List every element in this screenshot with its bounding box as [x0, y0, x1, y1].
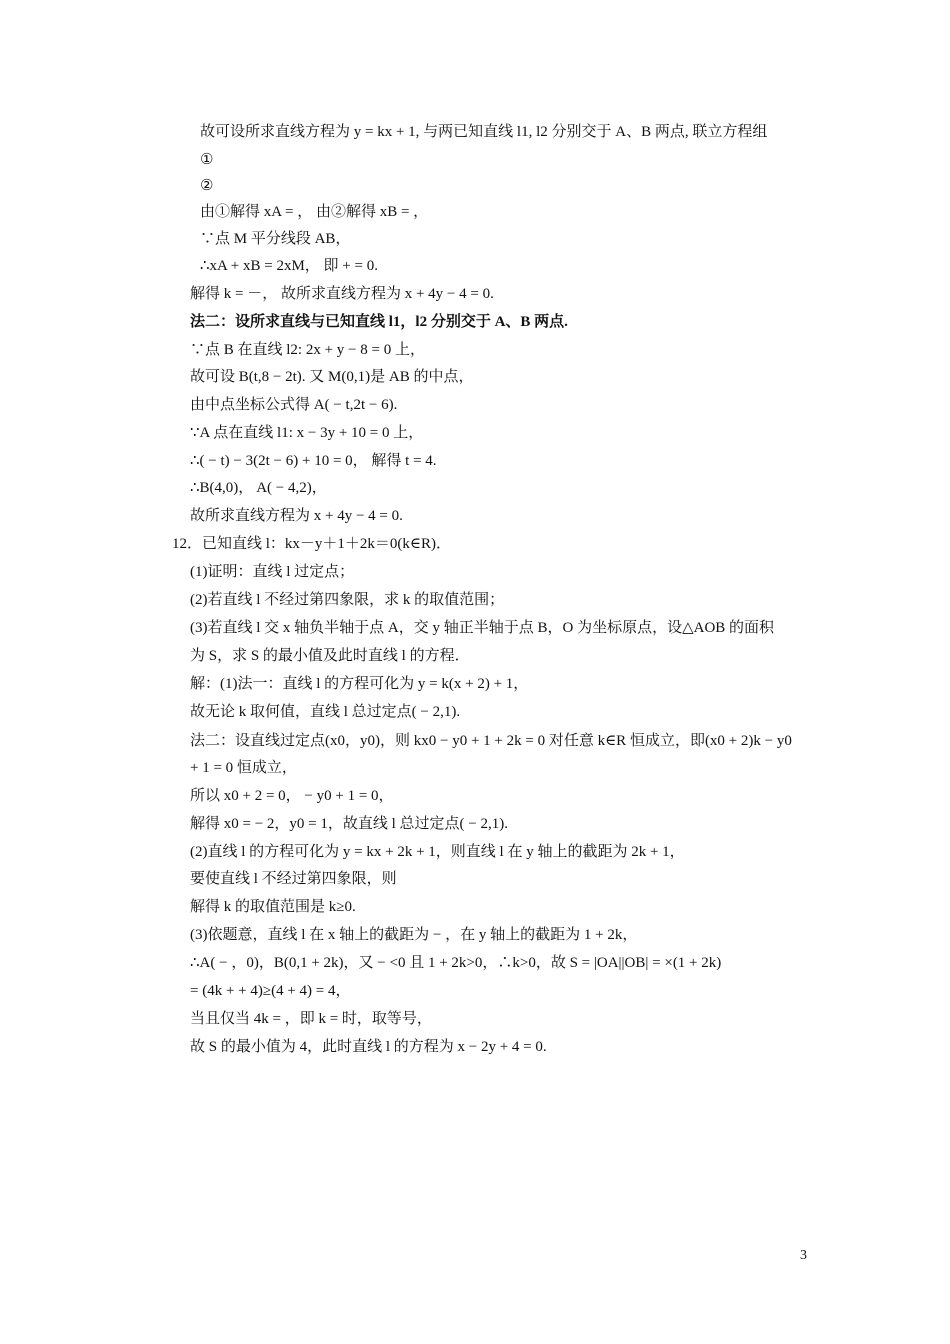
text-line: 故可设 B(t,8 − 2t). 又 M(0,1)是 AB 的中点，: [190, 369, 474, 385]
text-line: + 1 = 0 恒成立，: [190, 760, 297, 776]
solution-heading: 解：(1)法一：直线 l 的方程可化为 y = k(x + 2) + 1，: [190, 676, 529, 692]
text-line: 当且仅当 4k = ，即 k = 时，取等号，: [190, 1011, 432, 1027]
text-line: 解得 x0 = − 2，y0 = 1，故直线 l 总过定点( − 2,1).: [190, 816, 508, 832]
text-line: ∴( − t) − 3(2t − 6) + 10 = 0， 解得 t = 4.: [190, 453, 437, 469]
text-line: (3)若直线 l 交 x 轴负半轴于点 A，交 y 轴正半轴于点 B，O 为坐标原点，设△AOB 的面积: [190, 620, 775, 636]
text-line: 故所求直线方程为 x + 4y − 4 = 0.: [190, 508, 403, 524]
text-line: (3)依题意，直线 l 在 x 轴上的截距为 − ，在 y 轴上的截距为 1 + 2k，: [190, 927, 638, 943]
text-line: 为 S，求 S 的最小值及此时直线 l 的方程．: [190, 648, 470, 664]
text-line: 解得 k = －， 故所求直线方程为 x + 4y − 4 = 0.: [190, 286, 494, 302]
text-line: 故 S 的最小值为 4，此时直线 l 的方程为 x − 2y + 4 = 0.: [190, 1039, 547, 1055]
text-line: 故可设所求直线方程为 y = kx + 1, 与两已知直线 l1, l2 分别交于 A、B 两点, 联立方程组: [200, 124, 768, 140]
problem-heading: 12．已知直线 l：kx－y＋1＋2k＝0(k∈R)．: [172, 536, 452, 552]
text-line: ∴A( − ，0)，B(0,1 + 2k)，又 − <0 且 1 + 2k>0，∴k>0，故 S = |OA||OB| = ×(1 + 2k): [190, 955, 722, 971]
text-line: 法二：设直线过定点(x0，y0)，则 kx0 − y0 + 1 + 2k = 0 对任意 k∈R 恒成立，即(x0 + 2)k − y0: [190, 733, 792, 749]
text-line: ∵点 B 在直线 l2: 2x + y − 8 = 0 上，: [190, 342, 425, 358]
text-line: (2)若直线 l 不经过第四象限，求 k 的取值范围；: [190, 592, 505, 608]
page-number: 3: [800, 1248, 807, 1263]
text-line: 解得 k 的取值范围是 k≥0.: [190, 899, 356, 915]
text-line: (2)直线 l 的方程可化为 y = kx + 2k + 1，则直线 l 在 y 轴上的截距为 2k + 1，: [190, 844, 685, 860]
text-line: ∵A 点在直线 l1: x − 3y + 10 = 0 上，: [190, 425, 424, 441]
text-line: 要使直线 l 不经过第四象限，则: [190, 871, 397, 887]
text-line: ①: [200, 152, 214, 168]
text-line: 由中点坐标公式得 A( − t,2t − 6).: [190, 397, 398, 413]
text-line: 故无论 k 取何值，直线 l 总过定点( − 2,1).: [190, 704, 461, 720]
text-line: 法二：设所求直线与已知直线 l1，l2 分别交于 A、B 两点.: [190, 314, 568, 330]
text-line: ∵点 M 平分线段 AB，: [200, 231, 351, 247]
text-line: ∴B(4,0)， A( − 4,2)，: [190, 480, 327, 496]
text-line: (1)证明：直线 l 过定点；: [190, 564, 355, 580]
text-line: = (4k + + 4)≥(4 + 4) = 4，: [190, 983, 351, 999]
text-line: 所以 x0 + 2 = 0， − y0 + 1 = 0，: [190, 788, 394, 804]
text-line: ②: [200, 178, 214, 194]
text-line: 由①解得 xA = ， 由②解得 xB = ，: [200, 204, 429, 220]
text-line: ∴xA + xB = 2xM， 即 + = 0.: [200, 258, 378, 274]
